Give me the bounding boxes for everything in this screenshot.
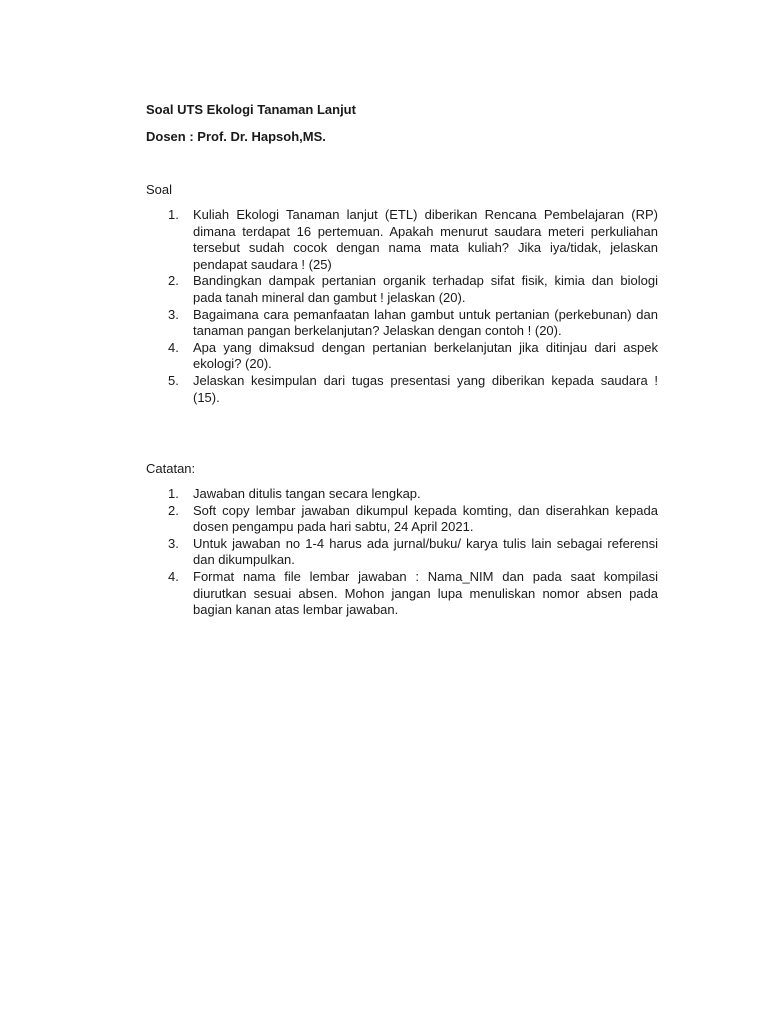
soal-item-text: Apa yang dimaksud dengan pertanian berkelanjutan jika ditinjau dari aspek ekologi? (20). [193,339,658,372]
soal-item [146,373,658,406]
document-title: Soal UTS Ekologi Tanaman Lanjut [146,102,356,117]
soal-item-text: Kuliah Ekologi Tanaman lanjut (ETL) diberikan Rencana Pembelajaran (RP) dimana terdapat 16 pertemuan. Apakah menurut saudara meteri perkuliahan tersebut sudah cocok dengan nama mata kuliah? Jika iya/tidak, jelaskan pendapat saudara ! (25) [193,207,658,272]
catatan-item-number: 1. [168,486,179,501]
soal-item-text: Bagaimana cara pemanfaatan lahan gambut untuk pertanian (perkebunan) dan tanaman pangan berkelanjutan? Jelaskan dengan contoh ! (20). [193,306,658,339]
soal-heading: Soal [146,182,173,197]
catatan-item [146,569,658,619]
lecturer-name: Dosen : Prof. Dr. Hapsoh,MS. [146,129,326,144]
soal-item-number: 3. [168,306,179,322]
catatan-item-text: Soft copy lembar jawaban dikumpul kepada komting, dan diserahkan kepada dosen pengampu pada hari sabtu, 24 April 2021. [193,502,658,535]
soal-item-text: Jelaskan kesimpulan dari tugas presentasi yang diberikan kepada saudara ! (15). [193,372,658,405]
catatan-heading: Catatan: [146,461,196,476]
soal-item-number: 1. [168,207,179,222]
catatan-item-number: 2. [168,502,179,518]
catatan-item-text: Format nama file lembar jawaban : Nama_NIM dan pada saat kompilasi diurutkan sesuai absen. Mohon jangan lupa menuliskan nomor absen pada bagian kanan atas lembar jawaban. [193,568,658,618]
soal-item [146,307,658,340]
soal-item [146,273,658,306]
soal-list [146,207,658,406]
soal-item [146,340,658,373]
catatan-item [146,503,658,536]
catatan-item [146,486,658,503]
soal-item-text: Bandingkan dampak pertanian organik terhadap sifat fisik, kimia dan biologi pada tanah mineral dan gambut ! jelaskan (20). [193,273,658,305]
soal-item [146,207,658,273]
soal-item-number: 5. [168,372,179,388]
catatan-list [146,486,658,619]
soal-item-number: 4. [168,339,179,355]
catatan-item-number: 3. [168,535,179,551]
catatan-item-text: Untuk jawaban no 1-4 harus ada jurnal/buku/ karya tulis lain sebagai referensi dan dikumpulkan. [193,535,658,568]
catatan-item-number: 4. [168,568,179,584]
catatan-item-text: Jawaban ditulis tangan secara lengkap. [193,486,421,501]
soal-item-number: 2. [168,273,179,289]
catatan-item [146,536,658,569]
